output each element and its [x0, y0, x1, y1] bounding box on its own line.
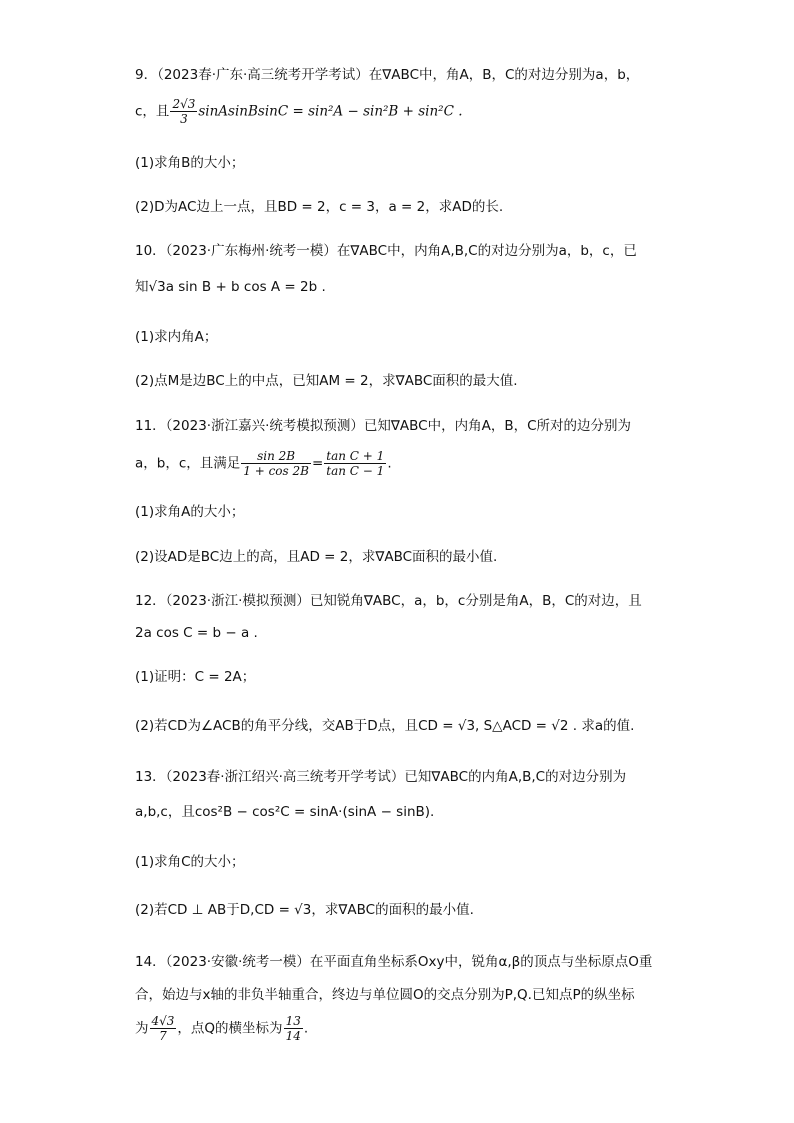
- problem-12-part-2: (2)若CD为∠ACB的角平分线，交AB于D点，且CD = √3, S△ACD = √2 . 求a的值.: [135, 718, 635, 734]
- problem-14-line-2: 合，始边与x轴的非负半轴重合，终边与单位圆O的交点分别为P,Q.已知点P的纵坐标: [135, 987, 635, 1003]
- problem-11-equals: =: [311, 455, 324, 472]
- problem-11-fraction-left: [241, 449, 311, 478]
- fraction-denominator: tan C − 1: [326, 464, 385, 478]
- problem-12-line-1: 12．（2023·浙江·模拟预测）已知锐角∇ABC，a，b，c分别是角A，B，C的对边，且: [135, 593, 642, 609]
- problem-13-part-2: (2)若CD ⊥ AB于D,CD = √3，求∇ABC的面积的最小值.: [135, 902, 474, 918]
- problem-11-line-2: a，b，c，且满足 $\frac{\sin 2B}{1 + \cos 2B}$ = $\frac{\text{tan C + 1}}{\text{tan C − 1}}$ .: [135, 449, 392, 478]
- problem-14-fraction-p: [150, 1014, 177, 1043]
- problem-9-text-a: c，且: [135, 103, 170, 120]
- problem-9-line-2: [135, 97, 463, 126]
- fraction-numerator: 13: [285, 1014, 301, 1028]
- problem-9-text-b: sinAsinBsinC = sin²A − sin²B + sin²C .: [198, 103, 463, 120]
- problem-10-line-2: 知√3a sin B + b cos A = 2b .: [135, 279, 326, 295]
- problem-13-line-2: a,b,c，且cos²B − cos²C = sinA·(sinA − sinB).: [135, 804, 435, 820]
- fraction-numerator: tan C + 1: [326, 449, 385, 463]
- problem-9-part-1: (1)求角B的大小；: [135, 155, 245, 171]
- problem-14-line-1: 14．（2023·安徽·统考一模）在平面直角坐标系Oxy中，锐角α,β的顶点与坐标原点O重: [135, 954, 653, 970]
- problem-10-part-1: (1)求内角A；: [135, 329, 218, 345]
- problem-9-line-1: 9．（2023春·广东·高三统考开学考试）在∇ABC中，角A，B，C的对边分别为a，b，: [135, 67, 640, 83]
- fraction-numerator: 2√3: [172, 97, 196, 111]
- fraction-denominator: 7: [159, 1029, 167, 1043]
- problem-14-fraction-q: [284, 1014, 303, 1043]
- problem-11-line-1: 11．（2023·浙江嘉兴·统考模拟预测）已知∇ABC中，内角A，B，C所对的边分别为: [135, 418, 632, 434]
- problem-14-text-b: ，点Q的横坐标为: [177, 1020, 283, 1037]
- problem-11-part-1: (1)求角A的大小；: [135, 504, 245, 520]
- problem-12-line-2: 2a cos C = b − a .: [135, 625, 258, 641]
- problem-11-part-2: (2)设AD是BC边上的高，且AD = 2，求∇ABC面积的最小值.: [135, 549, 498, 565]
- fraction-denominator: 3: [180, 112, 188, 126]
- fraction-denominator: 14: [285, 1029, 301, 1043]
- problem-14-text-a: 为: [135, 1020, 149, 1037]
- problem-11-text-a: a，b，c，且满足: [135, 455, 241, 472]
- problem-13-part-1: (1)求角C的大小；: [135, 854, 245, 870]
- fraction-numerator: sin 2B: [241, 449, 311, 464]
- problem-10-part-2: (2)点M是边BC上的中点，已知AM = 2，求∇ABC面积的最大值.: [135, 373, 518, 389]
- problem-14-line-3: 为 $\frac{4√3}{7}$ ，点Q的横坐标为 $\frac{13}{14}$ .: [135, 1014, 309, 1043]
- problem-13-line-1: 13．（2023春·浙江绍兴·高三统考开学考试）已知∇ABC的内角A,B,C的对边分别为: [135, 769, 627, 785]
- problem-12-part-1: (1)证明：C = 2A；: [135, 669, 256, 685]
- problem-11-fraction-right: [324, 449, 386, 478]
- problem-10-line-1: 10．（2023·广东梅州·统考一模）在∇ABC中，内角A,B,C的对边分别为a，b，c，已: [135, 243, 637, 259]
- problem-9-part-2: (2)D为AC边上一点，且BD = 2，c = 3，a = 2，求AD的长.: [135, 199, 504, 215]
- problem-9-fraction: [170, 97, 197, 126]
- fraction-denominator: 1 + cos 2B: [243, 464, 309, 478]
- fraction-numerator: 4√3: [151, 1014, 175, 1028]
